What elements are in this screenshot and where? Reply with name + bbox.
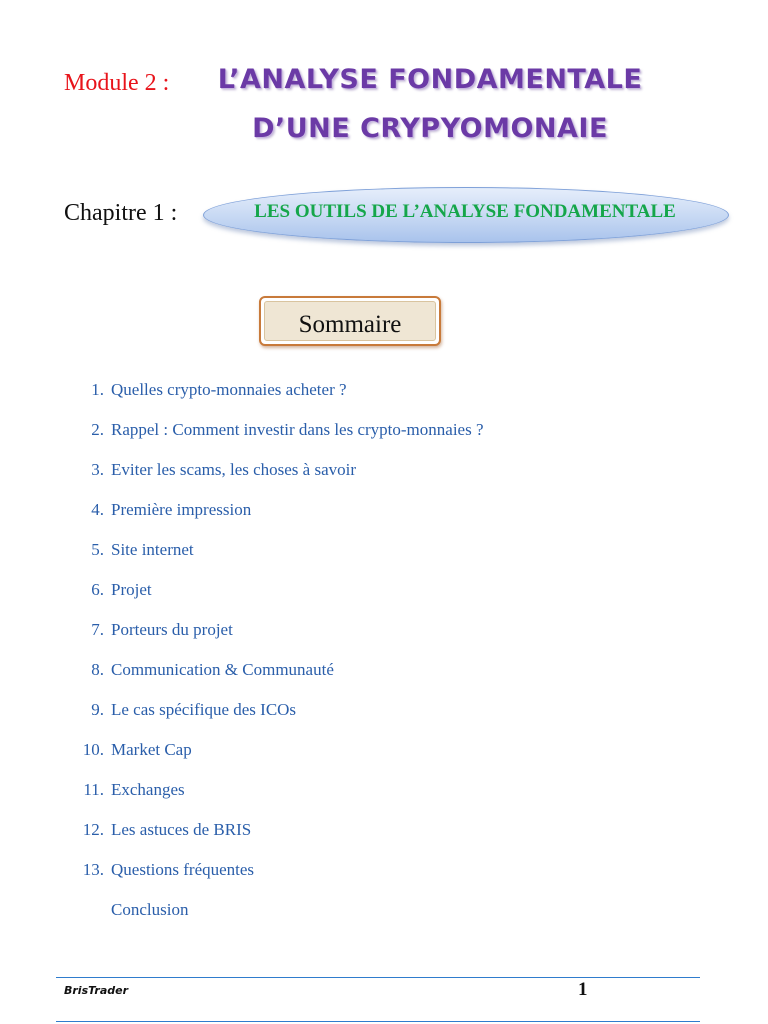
toc-item-number: 5.	[91, 540, 104, 559]
toc-item-number: 2.	[91, 420, 104, 439]
toc-item-label: Eviter les scams, les choses à savoir	[111, 460, 357, 479]
document-title-line-1: L’ANALYSE FONDAMENTALE	[217, 64, 643, 95]
footer-divider-top	[56, 977, 700, 978]
toc-item-label: Première impression	[111, 500, 252, 519]
chapter-label: Chapitre 1 :	[64, 200, 178, 226]
toc-item-label: Exchanges	[111, 780, 185, 799]
toc-item-number: 10.	[82, 740, 104, 759]
toc-item-number: 8.	[91, 660, 104, 679]
toc-item-label: Rappel : Comment investir dans les crypto-monnaies ?	[111, 420, 484, 439]
toc-item-number: 6.	[91, 580, 104, 599]
toc-item-label: Site internet	[111, 540, 194, 559]
page-number: 1	[578, 979, 588, 1000]
toc-item-label: Les astuces de BRIS	[111, 820, 252, 839]
toc-item-number: 4.	[91, 500, 104, 519]
toc-item-number: 12.	[82, 820, 104, 839]
toc-item-label: Porteurs du projet	[111, 620, 233, 639]
summary-heading-box	[259, 296, 441, 346]
toc-item-label: Projet	[111, 580, 152, 599]
toc-item-number: 9.	[91, 700, 104, 719]
summary-heading-inner	[264, 301, 436, 341]
footer-brand: BrisTrader	[64, 984, 129, 997]
toc-item-label: Communication & Communauté	[111, 660, 334, 679]
summary-heading: Sommaire	[298, 311, 402, 338]
toc-item-label: Market Cap	[111, 740, 192, 759]
toc-item-label: Quelles crypto-monnaies acheter ?	[111, 380, 347, 399]
toc-item-number: 11.	[83, 780, 104, 799]
toc-item-number: 1.	[91, 380, 104, 399]
toc-item-label: Conclusion	[111, 900, 189, 919]
toc-item-label: Le cas spécifique des ICOs	[111, 700, 297, 719]
module-label: Module 2 :	[64, 70, 170, 96]
toc-item-label: Questions fréquentes	[111, 860, 255, 879]
toc-item-number: 3.	[91, 460, 104, 479]
toc-item-number: 7.	[91, 620, 104, 639]
footer-divider-bottom	[56, 1021, 700, 1022]
chapter-title: LES OUTILS DE L’ANALYSE FONDAMENTALE	[254, 201, 676, 222]
document-title-line-2: D’UNE CRYPYOMONAIE	[252, 113, 608, 144]
toc-item-number: 13.	[82, 860, 104, 879]
